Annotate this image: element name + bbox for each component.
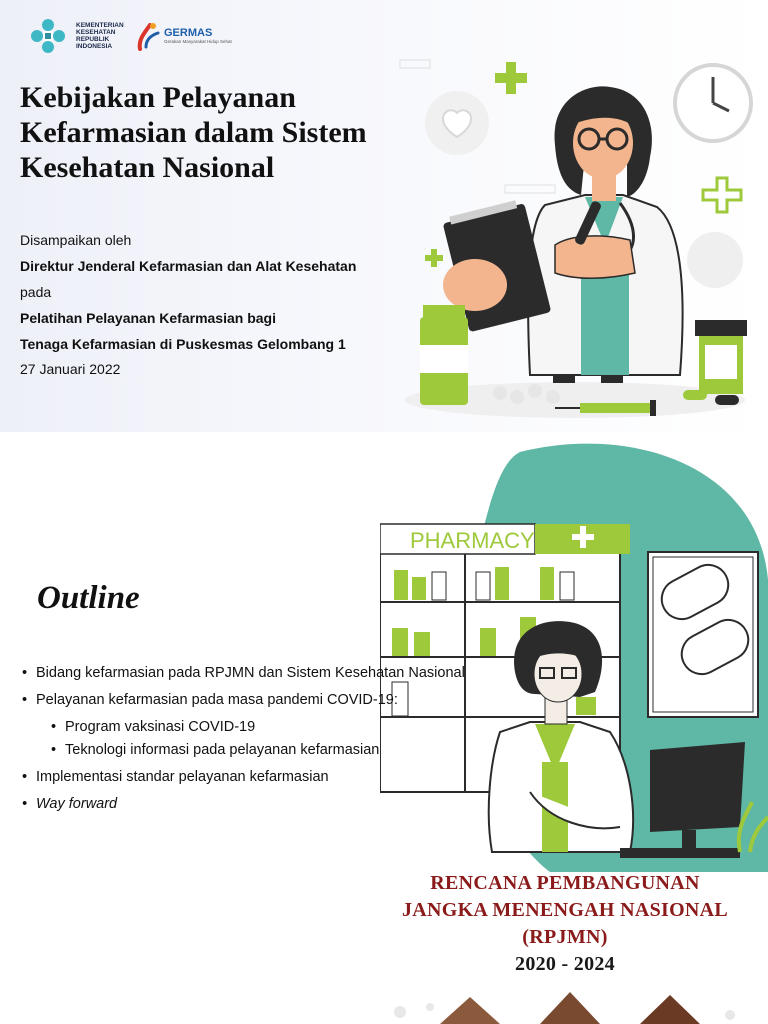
rpjmn-years: 2020 - 2024 xyxy=(515,953,615,975)
presentation-title: Kebijakan Pelayanan Kefarmasian dalam Sistem Kesehatan Nasional xyxy=(20,81,367,184)
rpjmn-line-1: RENCANA PEMBANGUNAN xyxy=(430,872,700,894)
kemenkes-logo xyxy=(30,18,66,54)
presentation-date: 27 Januari 2022 xyxy=(20,361,121,377)
presenter-name: Direktur Jenderal Kefarmasian dan Alat Kesehatan xyxy=(20,258,357,274)
pharmacist-illustration xyxy=(395,45,768,430)
outline-item: • Pelayanan kefarmasian pada masa pandemi COVID-19: xyxy=(20,691,520,709)
title-slide xyxy=(0,0,768,432)
event-line-2: Tenaga Kefarmasian di Puskesmas Gelombang 1 xyxy=(20,336,346,352)
outline-item: • Implementasi standar pelayanan kefarmasian xyxy=(20,768,520,786)
germas-figure-icon xyxy=(136,21,160,51)
outline-subitem: • Teknologi informasi pada pelayanan kefarmasian xyxy=(49,741,520,759)
outline-list xyxy=(20,664,520,822)
rpjmn-line-3: (RPJMN) xyxy=(522,926,608,948)
at-label: pada xyxy=(20,284,52,300)
rpjmn-line-2: JANGKA MENENGAH NASIONAL xyxy=(401,899,729,921)
outline-item: • Way forward xyxy=(20,795,520,813)
outline-slide xyxy=(0,432,768,1024)
event-line-1: Pelatihan Pelayanan Kefarmasian bagi xyxy=(20,310,276,326)
logo-bar xyxy=(30,14,232,58)
germas-name: GERMAS xyxy=(164,27,213,39)
germas-logo xyxy=(136,21,232,51)
cover-photo-strip xyxy=(370,977,768,1024)
outline-heading: Outline xyxy=(37,580,140,616)
outline-item: • Bidang kefarmasian pada RPJMN dan Sistem Kesehatan Nasional xyxy=(20,664,520,682)
germas-tagline: Gerakan Masyarakat Hidup Sehat xyxy=(164,39,232,44)
rpjmn-cover-title xyxy=(385,870,745,978)
presented-by-label: Disampaikan oleh xyxy=(20,232,132,248)
kemenkes-wordmark: KEMENTERIAN KESEHATAN REPUBLIK INDONESIA xyxy=(76,22,124,50)
outline-subitem: • Program vaksinasi COVID-19 xyxy=(49,718,520,736)
pharmacy-sign-text: PHARMACY xyxy=(410,528,535,553)
